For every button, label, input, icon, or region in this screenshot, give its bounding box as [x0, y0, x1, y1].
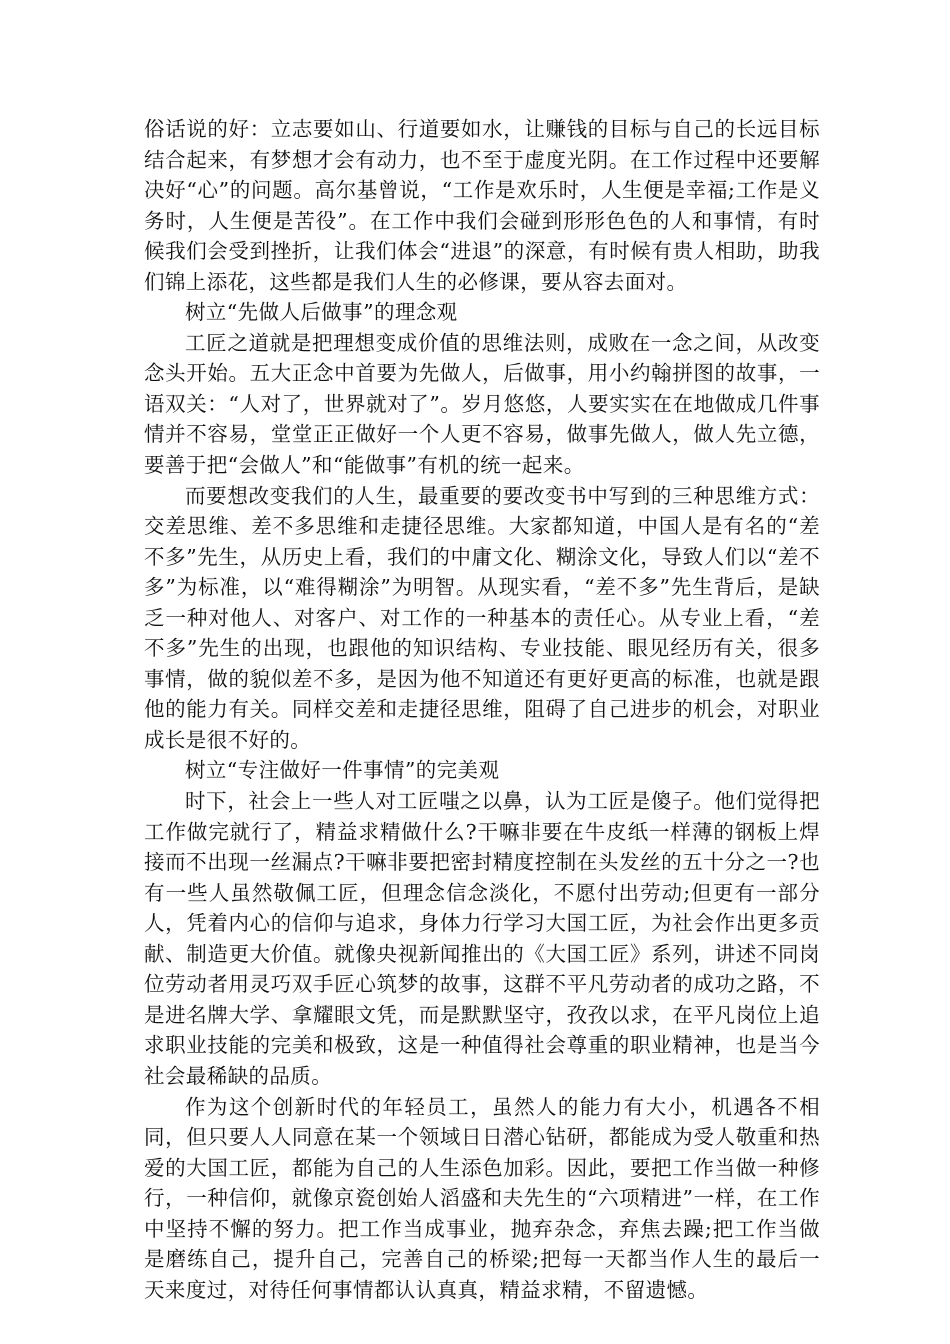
document-page [144, 114, 820, 1305]
paragraph-body: 工匠之道就是把理想变成价值的思维法则，成败在一念之间，从改变念头开始。五大正念中首要为先做人，后做事，用小约翰拼图的故事，一语双关：“人对了，世界就对了”。岁月悠悠，人要实实在在地做成几件事情并不容易，堂堂正正做好一个人更不容易，做事先做人，做人先立德，要善于把“会做人”和“能做事”有机的统一起来。 [144, 330, 820, 478]
paragraph-body: 时下，社会上一些人对工匠嗤之以鼻，认为工匠是傻子。他们觉得把工作做完就行了，精益求精做什么?干嘛非要在牛皮纸一样薄的钢板上焊接而不出现一丝漏点?干嘛非要把密封精度控制在头发丝的五十分之一?也有一些人虽然敬佩工匠，但理念信念淡化，不愿付出劳动;但更有一部分人，凭着内心的信仰与追求，身体力行学习大国工匠，为社会作出更多贡献、制造更大价值。就像央视新闻推出的《大国工匠》系列，讲述不同岗位劳动者用灵巧双手匠心筑梦的故事，这群不平凡劳动者的成功之路，不是进名牌大学、拿耀眼文凭，而是默默坚守，孜孜以求，在平凡岗位上追求职业技能的完美和极致，这是一种值得社会尊重的职业精神，也是当今社会最稀缺的品质。 [144, 789, 820, 1088]
section-heading-2: 树立“专注做好一件事情”的完美观 [185, 758, 500, 783]
section-heading-1: 树立“先做人后做事”的理念观 [185, 300, 458, 325]
paragraph-body: 而要想改变我们的人生，最重要的要改变书中写到的三种思维方式：交差思维、差不多思维和走捷径思维。大家都知道，中国人是有名的“差不多”先生，从历史上看，我们的中庸文化、糊涂文化，导致人们以“差不多”为标准，以“难得糊涂”为明智。从现实看，“差不多”先生背后，是缺乏一种对他人、对客户、对工作的一种基本的责任心。从专业上看，“差不多”先生的出现，也跟他的知识结构、专业技能、眼见经历有关，很多事情，做的貌似差不多，是因为他不知道还有更好更高的标准，也就是跟他的能力有关。同样交差和走捷径思维，阻碍了自己进步的机会，对职业成长是很不好的。 [144, 483, 820, 752]
paragraph-body: 作为这个创新时代的年轻员工，虽然人的能力有大小，机遇各不相同，但只要人人同意在某一个领域日日潜心钻研，都能成为受人敬重和热爱的大国工匠，都能为自己的人生添色加彩。因此，要把工作当做一种修行，一种信仰，就像京瓷创始人滔盛和夫先生的“六项精进”一样，在工作中坚持不懈的努力。把工作当成事业，抛弃杂念，弃焦去躁;把工作当做是磨练自己，提升自己，完善自己的桥梁;把每一天都当作人生的最后一天来度过，对待任何事情都认认真真，精益求精，不留遗憾。 [144, 1094, 820, 1302]
paragraph-intro: 俗话说的好：立志要如山、行道要如水，让赚钱的目标与自己的长远目标结合起来，有梦想才会有动力，也不至于虚度光阴。在工作过程中还要解决好“心”的问题。高尔基曾说，“工作是欢乐时，人生便是幸福;工作是义务时，人生便是苦役”。在工作中我们会碰到形形色色的人和事情，有时候我们会受到挫折，让我们体会“进退”的深意，有时候有贵人相助，助我们锦上添花，这些都是我们人生的必修课，要从容去面对。 [144, 117, 820, 294]
